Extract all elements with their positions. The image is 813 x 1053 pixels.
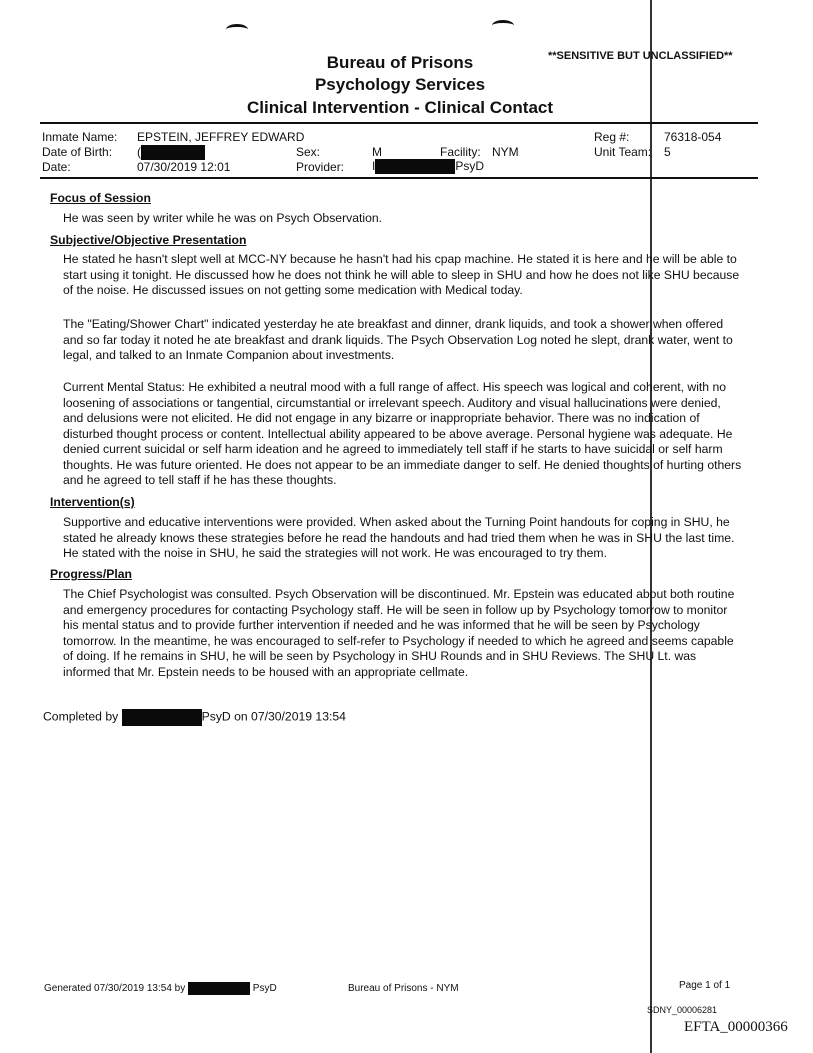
generated-prefix: Generated 07/30/2019 13:54 by <box>44 983 186 995</box>
provider-value <box>372 159 484 174</box>
generated-redaction <box>188 982 250 995</box>
dob-prefix: ( <box>137 145 141 159</box>
subjective-paragraph-3: Current Mental Status: He exhibited a neutral mood with a full range of affect. His speech was logical and coherent, with no loosening of associations or tangential, circumstantial or irrelevant speech. Auditory and visual hallucinations were denied, and delusions were not elicited. He did not engage in any bizarre or inappropriate behavior. There was no indication of disturbed thought process or content. Intellectual ability appeared to be above average. Personal hygiene was adequate. He denied current suicidal or self harm ideation and he agreed to immediately tell staff if he starts to have suicidal or self harm thoughts. He was future oriented. He does not appear to be an immediate danger to self. He denied thoughts of hurting others and he agreed to tell staff if he has these thoughts. <box>63 380 742 487</box>
intervention-heading: Intervention(s) <box>50 495 135 509</box>
facility-value: NYM <box>492 145 519 159</box>
inmate-info-labels <box>42 130 117 175</box>
subjective-paragraph-2: The "Eating/Shower Chart" indicated yesterday he ate breakfast and dinner, drank liquids, and took a shower when offered and so far today it noted he ate breakfast and drank liquids. The Psych Observation Log noted he slept, drank water, went to legal, and talked to an Inmate Companion about investments. <box>63 317 733 362</box>
sex-label: Sex: <box>296 145 321 159</box>
progress-heading: Progress/Plan <box>50 567 132 581</box>
inmate-name: EPSTEIN, JEFFREY EDWARD <box>137 130 305 144</box>
completed-suffix: PsyD on 07/30/2019 13:54 <box>201 709 346 724</box>
subjective-paragraph-1: He stated he hasn't slept well at MCC-NY because he hasn't had his cpap machine. He stated it is here and he will be able to start using it tonight. He discussed how he does not think he will able to sleep in SHU and how he does not like SHU because of the noise. He discussed issues on not getting some medication with Medical today. <box>63 252 740 297</box>
service-title: Psychology Services <box>314 75 486 94</box>
dob-redaction <box>141 145 205 160</box>
unit-label: Unit Team: <box>594 145 652 159</box>
subjective-heading: Subjective/Objective Presentation <box>50 233 247 247</box>
footer-facility: Bureau of Prisons - NYM <box>348 983 459 994</box>
generated-line <box>44 982 277 995</box>
agency-title: Bureau of Prisons <box>326 53 474 72</box>
dob-value <box>137 145 205 160</box>
header-rule-bottom <box>40 177 758 179</box>
provider-prefix: I <box>372 159 376 173</box>
dob-label: Date of Birth: <box>42 145 113 159</box>
name-label: Inmate Name: <box>42 130 118 144</box>
efta-number: EFTA_00000366 <box>684 1019 788 1035</box>
focus-heading: Focus of Session <box>50 191 151 205</box>
completed-redaction <box>122 709 202 726</box>
form-title: Clinical Intervention - Clinical Contact <box>246 98 554 117</box>
punch-hole-left <box>226 24 248 35</box>
punch-hole-right <box>492 20 514 31</box>
generated-suffix: PsyD <box>252 983 277 995</box>
progress-text: The Chief Psychologist was consulted. Psych Observation will be discontinued. Mr. Epstein was educated about both routine and emergency procedures for contacting Psychology staff. He will be seen in follow up by Psychology tomorrow to monitor his mental status and to provide further intervention if needed and he was informed that he will be seen by Psychology tomorrow. In the meantime, he was encouraged to self-refer to Psychology if needed to which he agreed and seems capable of doing. If he remains in SHU, he will be seen by Psychology in SHU Rounds and in SHU Reviews. The SHU Lt. was informed that Mr. Epstein needs to be housed with an appropriate cellmate. <box>63 587 735 679</box>
intervention-text: Supportive and educative interventions were provided. When asked about the Turning Point handouts for coping in SHU, he stated he already knows these strategies before he read the handouts and had tried them when he was in SHU the last time. He stated with the noise in SHU, he said the strategies will not work. He was encouraged to try them. <box>63 515 735 560</box>
header-rule-top <box>40 122 758 124</box>
date-value: 07/30/2019 12:01 <box>137 160 231 174</box>
sex-value: M <box>372 145 382 159</box>
provider-suffix: PsyD <box>455 159 485 173</box>
completed-by-line <box>43 709 346 726</box>
footer-page: Page 1 of 1 <box>679 980 731 991</box>
focus-text: He was seen by writer while he was on Psych Observation. <box>63 211 383 225</box>
reg-value: 76318-054 <box>664 130 722 144</box>
date-label: Date: <box>42 160 71 174</box>
classification-label: **SENSITIVE BUT UNCLASSIFIED** <box>548 50 733 62</box>
unit-value: 5 <box>664 145 671 159</box>
facility-label: Facility: <box>440 145 481 159</box>
bates-number: SDNY_00006281 <box>647 1005 718 1015</box>
reg-label: Reg #: <box>594 130 630 144</box>
provider-label: Provider: <box>296 160 345 174</box>
completed-prefix: Completed by <box>43 709 119 724</box>
provider-redaction <box>375 159 455 174</box>
